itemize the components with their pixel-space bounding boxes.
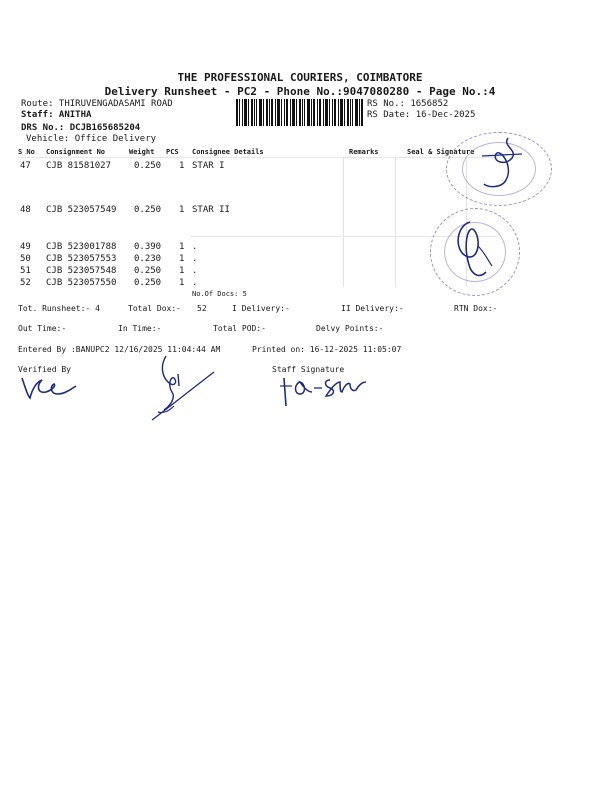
- verifier-signature: [148, 352, 220, 424]
- row-consignee: STAR I: [192, 161, 225, 171]
- total-dox-label: Total Dox:-: [128, 304, 181, 313]
- row-consignment: CJB 523057550: [46, 278, 117, 288]
- total-pod: Total POD:-: [213, 324, 266, 333]
- row-pcs: 1: [179, 278, 185, 288]
- staff-signature: [278, 372, 370, 408]
- row-weight: 0.250: [134, 205, 162, 215]
- company-name: THE PROFESSIONAL COURIERS, COIMBATORE: [177, 71, 423, 84]
- row-consignment: CJB 523057553: [46, 254, 117, 264]
- printed-on: Printed on: 16-12-2025 11:05:07: [252, 345, 402, 354]
- drs-number: DRS No.: DCJB165685204: [21, 123, 141, 133]
- row-weight: 0.250: [134, 266, 162, 276]
- row-consignment: CJB 523001788: [46, 242, 117, 252]
- ii-delivery: II Delivery:-: [341, 304, 404, 313]
- header-rule: [18, 157, 498, 158]
- vehicle-text: Vehicle: Office Delivery: [26, 134, 157, 144]
- col-remarks: Remarks: [349, 148, 379, 156]
- grid-line: [395, 157, 396, 287]
- col-consignment: Consignment No: [46, 148, 106, 156]
- row-pcs: 1: [179, 242, 185, 252]
- row-pcs: 1: [179, 205, 185, 215]
- row-consignee: .: [192, 254, 198, 264]
- staff-text: Staff: ANITHA: [21, 110, 92, 120]
- barcode: [236, 99, 364, 126]
- rtn-dox: RTN Dox:-: [454, 304, 498, 313]
- row-sno: 51: [20, 266, 31, 276]
- row-consignment: CJB 523057549: [46, 205, 117, 215]
- row-weight: 0.250: [134, 278, 162, 288]
- seal-signature: [448, 216, 498, 282]
- total-dox-value: 52: [197, 304, 207, 313]
- row-consignment: CJB 81581027: [46, 161, 112, 171]
- entered-by: Entered By :BANUPC2 12/16/2025 11:04:44 AM: [18, 345, 221, 354]
- col-seal-signature: Seal & Signature: [407, 148, 475, 156]
- in-time: In Time:-: [118, 324, 162, 333]
- staff-signature-label: Staff Signature: [272, 365, 345, 374]
- delvy-points: Delvy Points:-: [316, 324, 384, 333]
- row-consignee: .: [192, 242, 198, 252]
- row-consignment: CJB 523057548: [46, 266, 117, 276]
- rs-date: RS Date: 16-Dec-2025: [367, 110, 476, 120]
- row-weight: 0.250: [134, 161, 162, 171]
- col-sno: S No: [18, 148, 35, 156]
- i-delivery: I Delivery:-: [232, 304, 290, 313]
- route-text: Route: THIRUVENGADASAMI ROAD: [21, 99, 173, 109]
- row-consignee: .: [192, 266, 198, 276]
- row-sno: 48: [20, 205, 31, 215]
- row-consignee: .: [192, 278, 198, 288]
- row-sno: 47: [20, 161, 31, 171]
- seal-signature: [478, 136, 528, 192]
- col-weight: Weight: [129, 148, 155, 156]
- row-sno: 52: [20, 278, 31, 288]
- row-sno: 50: [20, 254, 31, 264]
- verifier-signature: [16, 372, 80, 402]
- total-runsheet: Tot. Runsheet:- 4: [18, 304, 100, 313]
- row-weight: 0.390: [134, 242, 162, 252]
- row-consignee: STAR II: [192, 205, 230, 215]
- row-pcs: 1: [179, 254, 185, 264]
- out-time: Out Time:-: [18, 324, 67, 333]
- row-weight: 0.230: [134, 254, 162, 264]
- row-pcs: 1: [179, 266, 185, 276]
- col-pcs: PCS: [166, 148, 179, 156]
- docs-count: No.Of Docs: 5: [192, 290, 247, 298]
- grid-line: [343, 157, 344, 287]
- col-consignee: Consignee Details: [192, 148, 264, 156]
- row-sno: 49: [20, 242, 31, 252]
- runsheet-subtitle: Delivery Runsheet - PC2 - Phone No.:9047080280 - Page No.:4: [104, 85, 496, 98]
- row-pcs: 1: [179, 161, 185, 171]
- verified-by-label: Verified By: [18, 365, 71, 374]
- rs-number: RS No.: 1656852: [367, 99, 449, 109]
